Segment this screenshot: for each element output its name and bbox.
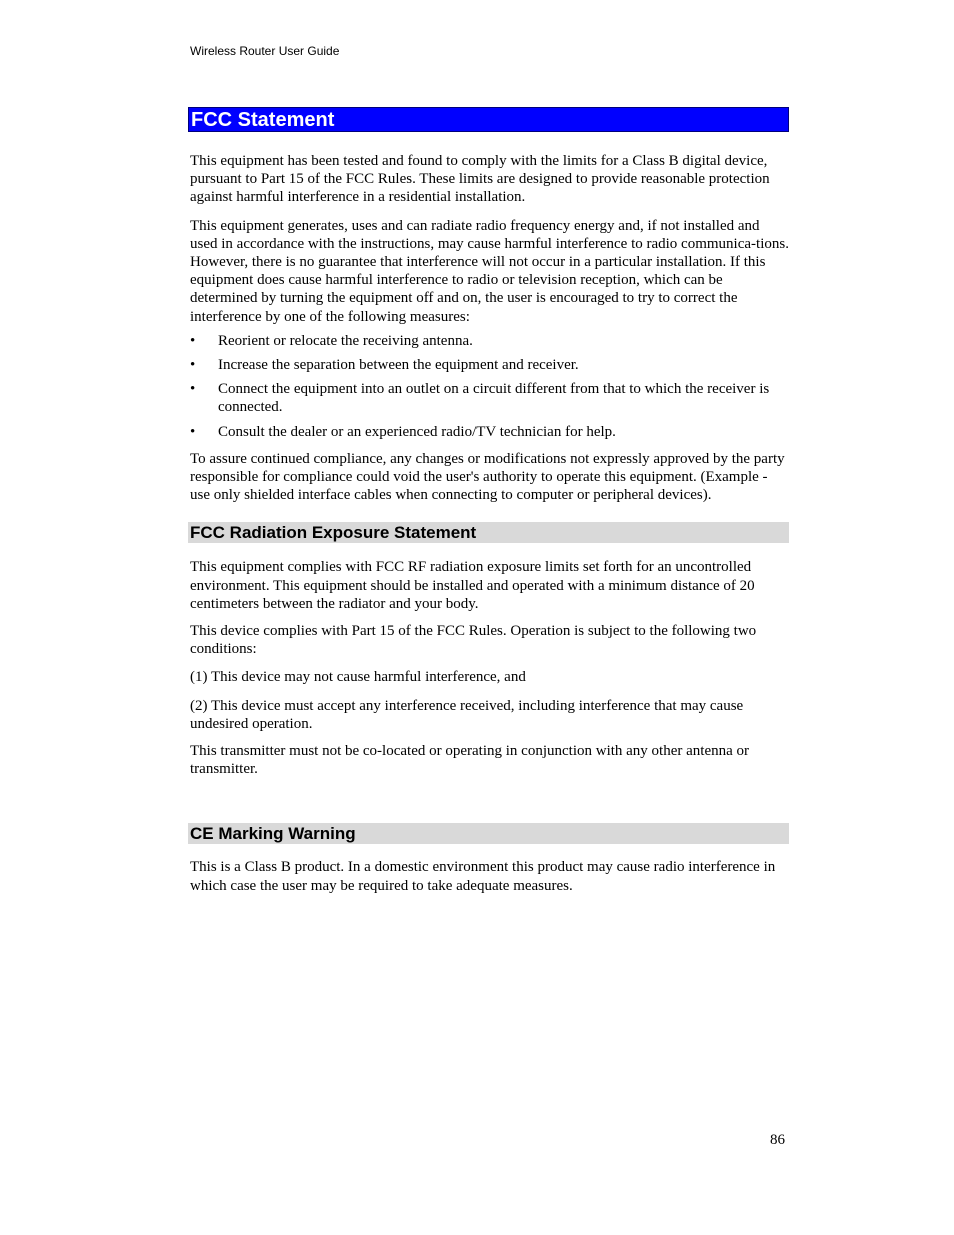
fcc-statement-heading: FCC Statement bbox=[188, 107, 789, 132]
radiation-paragraph-5: This transmitter must not be co-located or operating in conjunction with any other antenna or transmitter. bbox=[190, 743, 750, 778]
list-item bbox=[188, 356, 789, 374]
page-content bbox=[188, 107, 789, 895]
bullet-icon: • bbox=[190, 423, 196, 440]
list-item bbox=[188, 380, 789, 416]
ce-marking-heading: CE Marking Warning bbox=[188, 823, 789, 844]
ce-paragraph-1: This is a Class B product. In a domestic environment this product may cause radio interference in which case the user may be required to take adequate measures. bbox=[190, 859, 776, 894]
list-item bbox=[188, 423, 789, 441]
radiation-condition-2: (2) This device must accept any interference received, including interference that may cause undesired operation. bbox=[190, 697, 744, 732]
list-item-text: Connect the equipment into an outlet on a circuit different from that to which the receiver is connected. bbox=[218, 381, 770, 416]
fcc-paragraph-3: To assure continued compliance, any changes or modifications not expressly approved by the party responsible for compliance could void the user's authority to operate this equipment. (Example - use only shielded interface cables when connecting to computer or peripheral devices). bbox=[190, 450, 785, 504]
running-header: Wireless Router User Guide bbox=[190, 44, 340, 58]
radiation-paragraph-1: This equipment complies with FCC RF radiation exposure limits set forth for an uncontrolled environment. This equipment should be installed and operated with a minimum distance of 20 centimeters between the radiator and your body. bbox=[190, 559, 755, 612]
page-number: 86 bbox=[770, 1132, 785, 1148]
list-item bbox=[188, 332, 789, 350]
bullet-icon: • bbox=[190, 332, 196, 349]
fcc-radiation-heading: FCC Radiation Exposure Statement bbox=[188, 522, 789, 543]
list-item-text: Consult the dealer or an experienced radio/TV technician for help. bbox=[218, 423, 616, 440]
bullet-icon: • bbox=[190, 381, 196, 398]
fcc-paragraph-2: This equipment generates, uses and can radiate radio frequency energy and, if not installed and used in accordance with the instructions, may cause harmful interference to radio communica-tions. However, there is no guarantee that interference will not occur in a particular installation. If this equipment does cause harmful interference to radio or television reception, which can be determined by turning the equipment off and on, the user is encouraged to try to correct the interference by one of the following measures: bbox=[190, 217, 789, 325]
radiation-condition-1: (1) This device may not cause harmful interference, and bbox=[190, 669, 526, 686]
list-item-text: Reorient or relocate the receiving antenna. bbox=[218, 332, 473, 349]
radiation-paragraph-2: This device complies with Part 15 of the FCC Rules. Operation is subject to the following two conditions: bbox=[190, 623, 757, 658]
fcc-measures-list bbox=[188, 332, 789, 441]
list-item-text: Increase the separation between the equipment and receiver. bbox=[218, 357, 579, 374]
fcc-paragraph-1: This equipment has been tested and found to comply with the limits for a Class B digital device, pursuant to Part 15 of the FCC Rules. These limits are designed to provide reasonable protection against harmful interference in a residential installation. bbox=[190, 153, 770, 206]
bullet-icon: • bbox=[190, 357, 196, 374]
